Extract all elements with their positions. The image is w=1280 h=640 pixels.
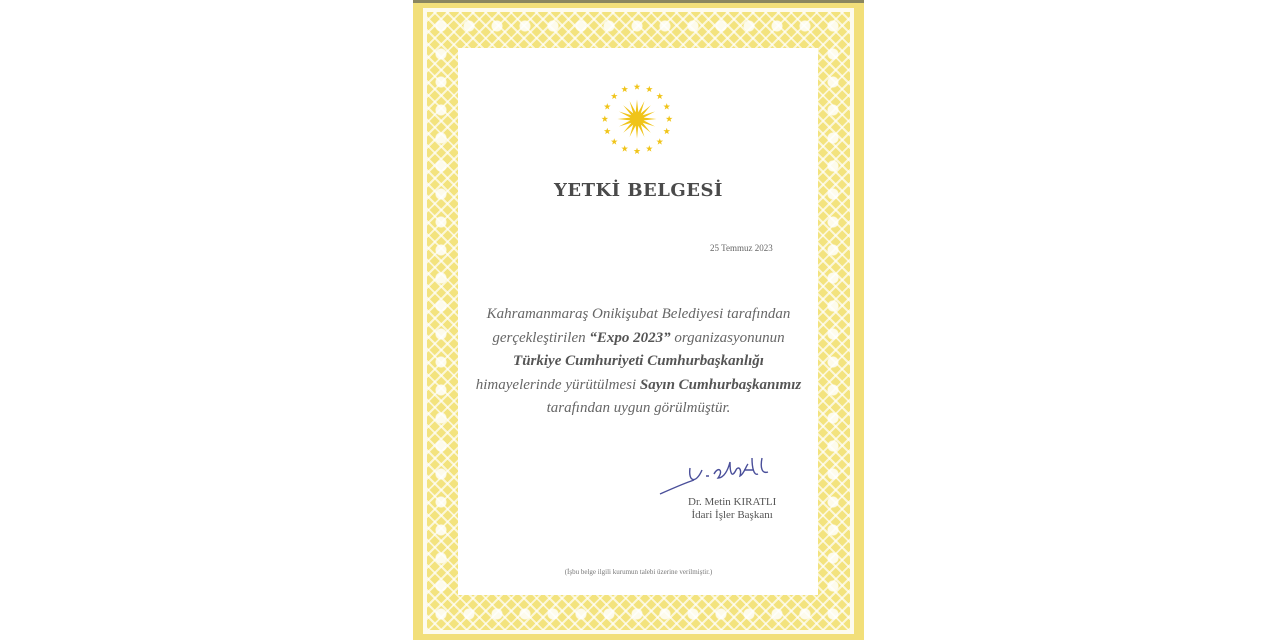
emblem-star [611, 138, 618, 144]
emblem-star [621, 86, 628, 92]
president-reference: Sayın Cumhurbaşkanımız [639, 376, 802, 393]
body-line-1: Kahramanmaraş Onikişubat Belediyesi tarafından [486, 306, 791, 322]
emblem-star [601, 115, 608, 121]
emblem-star [621, 145, 628, 151]
body-line-2 [413, 327, 864, 351]
document-date: 25 Temmuz 2023 [710, 243, 773, 253]
text: gerçekleştirilen [492, 329, 590, 346]
body-line-5: tarafından uygun görülmüştür. [546, 400, 731, 417]
event-name: “Expo 2023” [589, 329, 671, 346]
certificate-page [413, 0, 864, 640]
emblem-star [646, 145, 653, 151]
signer-block [688, 496, 776, 522]
sun-rays [618, 100, 657, 139]
emblem-star [646, 86, 653, 92]
page-edge [413, 0, 864, 3]
text: himayelerinde yürütülmesi [475, 376, 640, 393]
emblem-star [656, 138, 663, 144]
document-body [413, 303, 864, 421]
footnote: (İşbu belge ilgili kurumun talebi üzerine verilmiştir.) [564, 568, 713, 576]
emblem-star [604, 128, 611, 134]
presidential-emblem-icon [598, 80, 676, 158]
emblem-star [634, 83, 641, 89]
emblem-star [604, 103, 611, 109]
emblem-star [663, 103, 670, 109]
body-line-3 [413, 350, 864, 374]
body-line-4 [413, 374, 864, 398]
emblem-star [634, 148, 641, 154]
emblem-star [656, 93, 663, 99]
document-title: YETKİ BELGESİ [554, 180, 723, 201]
signer-name: Dr. Metin KIRATLI [688, 496, 777, 508]
institution-name: Türkiye Cumhuriyeti Cumhurbaşkanlığı [513, 353, 764, 370]
emblem-star [611, 93, 618, 99]
signature [658, 452, 788, 498]
emblem-star [663, 128, 670, 134]
text: organizasyonunun [670, 329, 785, 346]
emblem-star [666, 115, 673, 121]
signer-title: İdari İşler Başkanı [691, 509, 773, 521]
